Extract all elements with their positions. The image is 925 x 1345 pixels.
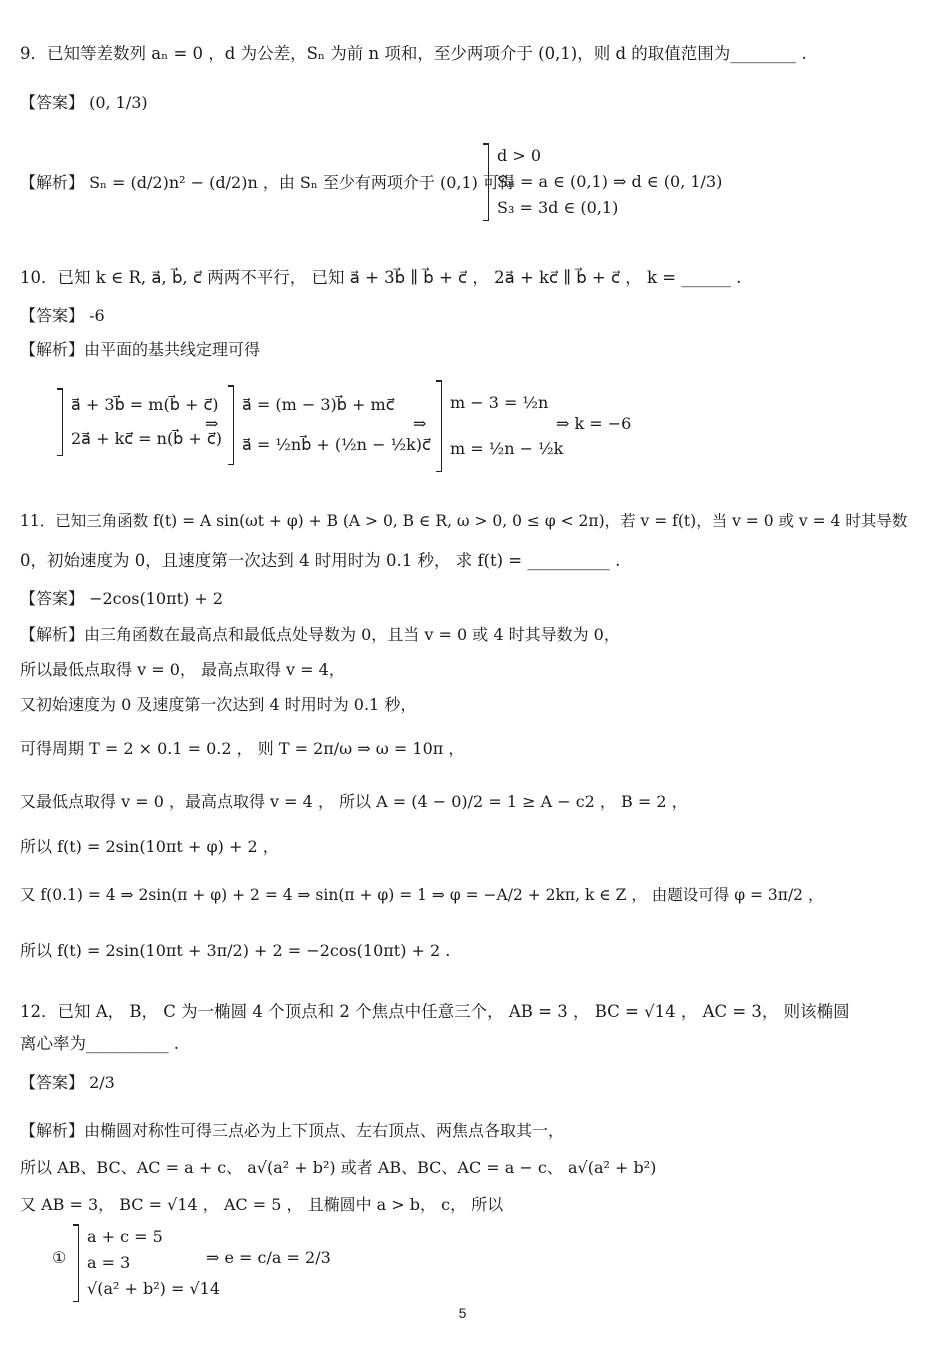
q10-system1-row: 2a⃗ + kc⃗ = n(b⃗ + c⃗): [71, 429, 222, 448]
q10-result: ⇒ k = −6: [556, 414, 632, 433]
q11-analysis-line: 所以 f(t) = 2sin(10πt + 3π/2) + 2 = −2cos(10πt) + 2 .: [20, 941, 451, 960]
q10-system3: [441, 380, 563, 472]
q10-arrow1: ⇒: [205, 414, 219, 433]
q9-system: [488, 143, 722, 221]
q12-case-label: ①: [52, 1248, 67, 1267]
q12-system-row: √(a² + b²) = √14: [87, 1279, 220, 1298]
q11-analysis-line: 所以最低点取得 v = 0， 最高点取得 v = 4，: [20, 660, 345, 679]
q12-answer: 【答案】 2/3: [20, 1073, 115, 1092]
q11-question-line1: 11．已知三角函数 f(t) = A sin(ωt + φ) + B (A > 0, B ∈ R, ω > 0, 0 ≤ φ < 2π)，若 v = f(t)，当 v = 0 或 v = 4 时其导数: [20, 512, 908, 530]
q10-question: 10．已知 k ∈ R, a⃗, b⃗, c⃗ 两两不平行， 已知 a⃗ + 3b⃗ ∥ b⃗ + c⃗ ， 2a⃗ + kc⃗ ∥ b⃗ + c⃗ ， k = ______ .: [20, 268, 742, 287]
q10-system3-row: m − 3 = ½n: [450, 393, 549, 412]
q10-arrow2: ⇒: [413, 414, 427, 433]
q11-question-line2: 0，初始速度为 0，且速度第一次达到 4 时用时为 0.1 秒， 求 f(t) = __________ .: [20, 551, 621, 570]
q9-system-row: d > 0: [497, 146, 541, 165]
q10-system1-row: a⃗ + 3b⃗ = m(b⃗ + c⃗): [71, 395, 219, 414]
q10-system3-row: m = ½n − ½k: [450, 439, 564, 458]
q11-analysis-line: 可得周期 T = 2 × 0.1 = 0.2 ， 则 T = 2π/ω ⇒ ω = 10π ，: [20, 739, 465, 758]
q10-system2-row: a⃗ = ½nb⃗ + (½n − ½k)c⃗: [242, 435, 431, 454]
q10-answer: 【答案】 -6: [20, 306, 105, 325]
q9-system-row: S₃ = 3d ∈ (0,1): [497, 198, 619, 217]
q9-analysis: 【解析】 Sₙ = (d/2)n² − (d/2)n ，由 Sₙ 至少有两项介于 (0,1) 可得: [20, 173, 515, 192]
q9-question: 9．已知等差数列 aₙ = 0 ，d 为公差，Sₙ 为前 n 项和，至少两项介于 (0,1)，则 d 的取值范围为________ .: [20, 44, 807, 63]
q10-system2-row: a⃗ = (m − 3)b⃗ + mc⃗: [242, 395, 395, 414]
q12-result: ⇒ e = c/a = 2/3: [206, 1248, 331, 1267]
q12-analysis-line: 【解析】由椭圆对称性可得三点必为上下顶点、左右顶点、两焦点各取其一，: [20, 1121, 565, 1140]
q11-analysis-line: 【解析】由三角函数在最高点和最低点处导数为 0，且当 v = 0 或 4 时其导数为 0，: [20, 625, 620, 644]
q9-system-row: Sₙ = a ∈ (0,1) ⇒ d ∈ (0, 1/3): [497, 172, 723, 191]
q11-answer: 【答案】 −2cos(10πt) + 2: [20, 589, 224, 608]
q11-analysis-line: 又最低点取得 v = 0 ，最高点取得 v = 4 ， 所以 A = (4 − 0)/2 = 1 ≥ A − c2 ， B = 2 ，: [20, 792, 688, 811]
q11-analysis-line: 又 f(0.1) = 4 ⇒ 2sin(π + φ) + 2 = 4 ⇒ sin(π + φ) = 1 ⇒ φ = −A/2 + 2kπ, k ∈ Z ， 由题设可得 φ = 3π/2 ，: [20, 886, 824, 904]
q12-analysis-line: 又 AB = 3， BC = √14 ， AC = 5 ， 且椭圆中 a > b， c， 所以: [20, 1195, 504, 1214]
q9-answer: 【答案】 (0, 1/3): [20, 93, 148, 112]
q12-system: [78, 1224, 220, 1302]
q12-question-line1: 12．已知 A， B， C 为一椭圆 4 个顶点和 2 个焦点中任意三个， AB = 3 ， BC = √14 ， AC = 3， 则该椭圆: [20, 1002, 850, 1021]
page-number: 5: [458, 1305, 467, 1321]
q12-question-line2: 离心率为__________ .: [20, 1034, 179, 1053]
q11-analysis-line: 又初始速度为 0 及速度第一次达到 4 时用时为 0.1 秒，: [20, 695, 417, 714]
q12-system-row: a + c = 5: [87, 1227, 163, 1246]
q10-system2: [233, 385, 431, 465]
q10-system1: [62, 388, 222, 456]
q12-system-row: a = 3: [87, 1253, 131, 1272]
q10-analysis: 【解析】由平面的基共线定理可得: [20, 340, 261, 359]
q11-analysis-line: 所以 f(t) = 2sin(10πt + φ) + 2 ，: [20, 837, 279, 856]
q12-analysis-line: 所以 AB、BC、AC = a + c、 a√(a² + b²) 或者 AB、BC、AC = a − c、 a√(a² + b²): [20, 1158, 657, 1177]
